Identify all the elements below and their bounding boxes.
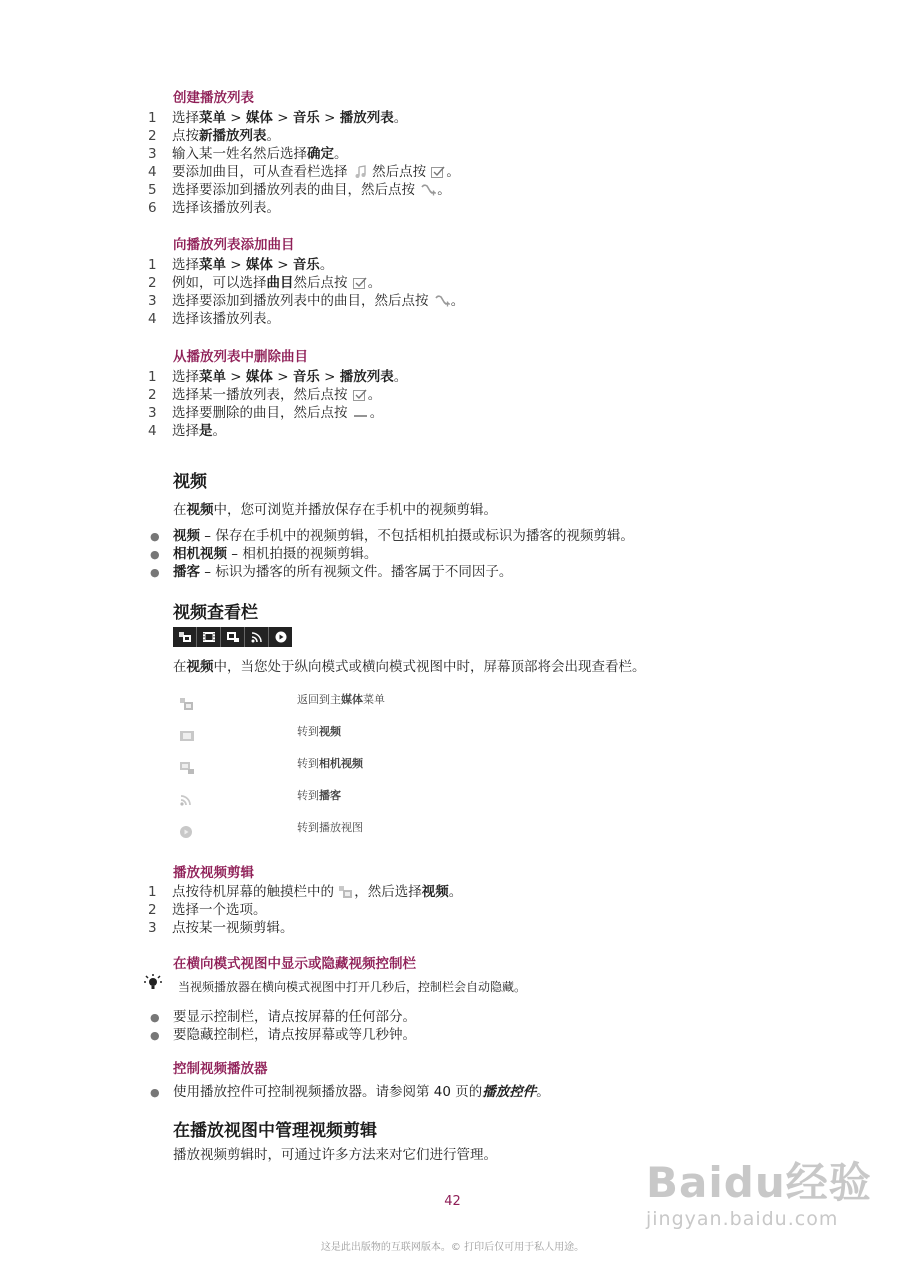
list-item: ● 要隐藏控制栏，请点按屏幕或等几秒钟。: [150, 1027, 416, 1043]
legend-item: 返回到主媒体菜单: [297, 693, 385, 706]
play-view-icon: [179, 824, 195, 838]
step: 3 选择要添加到播放列表中的曲目，然后点按 。: [148, 293, 465, 309]
section-title-control: 控制视频播放器: [173, 1061, 268, 1077]
step: 4 选择是。: [148, 423, 226, 439]
section-title-play-video: 播放视频剪辑: [173, 865, 254, 881]
manage-text: 播放视频剪辑时，可通过许多方法来对它们进行管理。: [173, 1147, 497, 1163]
step: 3 点按某一视频剪辑。: [148, 920, 294, 936]
page-number: 42: [444, 1194, 461, 1209]
media-menu-icon: [179, 696, 195, 710]
step: 2 选择某一播放列表，然后点按 。: [148, 387, 382, 403]
add-to-playlist-icon: [419, 183, 437, 197]
media-menu-icon[interactable]: [173, 627, 197, 647]
view-bar-toolbar: [173, 627, 292, 647]
camera-video-icon: [179, 760, 195, 774]
checkbox-icon: [352, 276, 368, 290]
view-bar-intro: 在视频中，当您处于纵向模式或横向模式视图中时，屏幕顶部将会出现查看栏。: [173, 659, 646, 675]
podcast-icon[interactable]: [245, 627, 269, 647]
add-to-playlist-icon: [433, 294, 451, 308]
list-item: ● 要显示控制栏，请点按屏幕的任何部分。: [150, 1009, 416, 1025]
legend-item: 转到视频: [297, 725, 341, 738]
step: 2 点按新播放列表。: [148, 128, 280, 144]
tip-text: 当视频播放器在横向模式视图中打开几秒后，控制栏会自动隐藏。: [178, 980, 527, 994]
section-title-delete-tracks: 从播放列表中删除曲目: [173, 349, 308, 365]
step: 3 选择要删除的曲目，然后点按 。: [148, 405, 384, 421]
media-icon: [338, 885, 354, 899]
step: 1 选择菜单 > 媒体 > 音乐 > 播放列表。: [148, 110, 408, 126]
footer-note: 这是此出版物的互联网版本。© 打印后仅可用于私人用途。: [320, 1242, 585, 1253]
checkbox-icon: [352, 388, 368, 402]
list-item: ● 播客 – 标识为播客的所有视频文件。播客属于不同因子。: [150, 564, 513, 580]
list-item: ● 使用播放控件可控制视频播放器。请参阅第 40 页的播放控件。: [150, 1084, 550, 1100]
step: 1 选择菜单 > 媒体 > 音乐 > 播放列表。: [148, 369, 408, 385]
section-title-add-tracks: 向播放列表添加曲目: [173, 237, 295, 253]
music-note-icon: [352, 165, 368, 179]
heading-view-bar: 视频查看栏: [173, 603, 258, 623]
step: 6 选择该播放列表。: [148, 200, 280, 216]
legend-item: 转到播放视图: [297, 821, 363, 834]
checkbox-icon: [430, 165, 446, 179]
baidu-watermark: Baidu经验 jingyan.baidu.com: [646, 1158, 872, 1230]
play-view-icon[interactable]: [269, 627, 292, 647]
heading-manage: 在播放视图中管理视频剪辑: [173, 1121, 377, 1141]
step: 4 选择该播放列表。: [148, 311, 280, 327]
video-icon: [179, 728, 195, 742]
tip-icon: [143, 974, 163, 996]
section-title-create-playlist: 创建播放列表: [173, 90, 254, 106]
list-item: ● 视频 – 保存在手机中的视频剪辑，不包括相机拍摄或标识为播客的视频剪辑。: [150, 528, 634, 544]
camera-video-icon[interactable]: [221, 627, 245, 647]
remove-icon: [352, 406, 370, 420]
video-intro: 在视频中，您可浏览并播放保存在手机中的视频剪辑。: [173, 502, 497, 518]
section-title-landscape: 在横向模式视图中显示或隐藏视频控制栏: [173, 956, 416, 972]
cross-reference-link[interactable]: 播放控件: [482, 1084, 537, 1100]
step: 2 例如，可以选择曲目然后点按 。: [148, 275, 382, 291]
video-icon[interactable]: [197, 627, 221, 647]
step: 1 选择菜单 > 媒体 > 音乐。: [148, 257, 334, 273]
heading-video: 视频: [173, 472, 207, 492]
podcast-icon: [179, 792, 195, 806]
list-item: ● 相机视频 – 相机拍摄的视频剪辑。: [150, 546, 378, 562]
step: 2 选择一个选项。: [148, 902, 267, 918]
legend-item: 转到相机视频: [297, 757, 363, 770]
step: 5 选择要添加到播放列表的曲目，然后点按 。: [148, 182, 451, 198]
step: 1 点按待机屏幕的触摸栏中的 ，然后选择视频。: [148, 884, 463, 900]
step: 3 输入某一姓名然后选择确定。: [148, 146, 348, 162]
step: 4 要添加曲目，可从查看栏选择 然后点按 。: [148, 164, 460, 180]
legend-item: 转到播客: [297, 789, 341, 802]
